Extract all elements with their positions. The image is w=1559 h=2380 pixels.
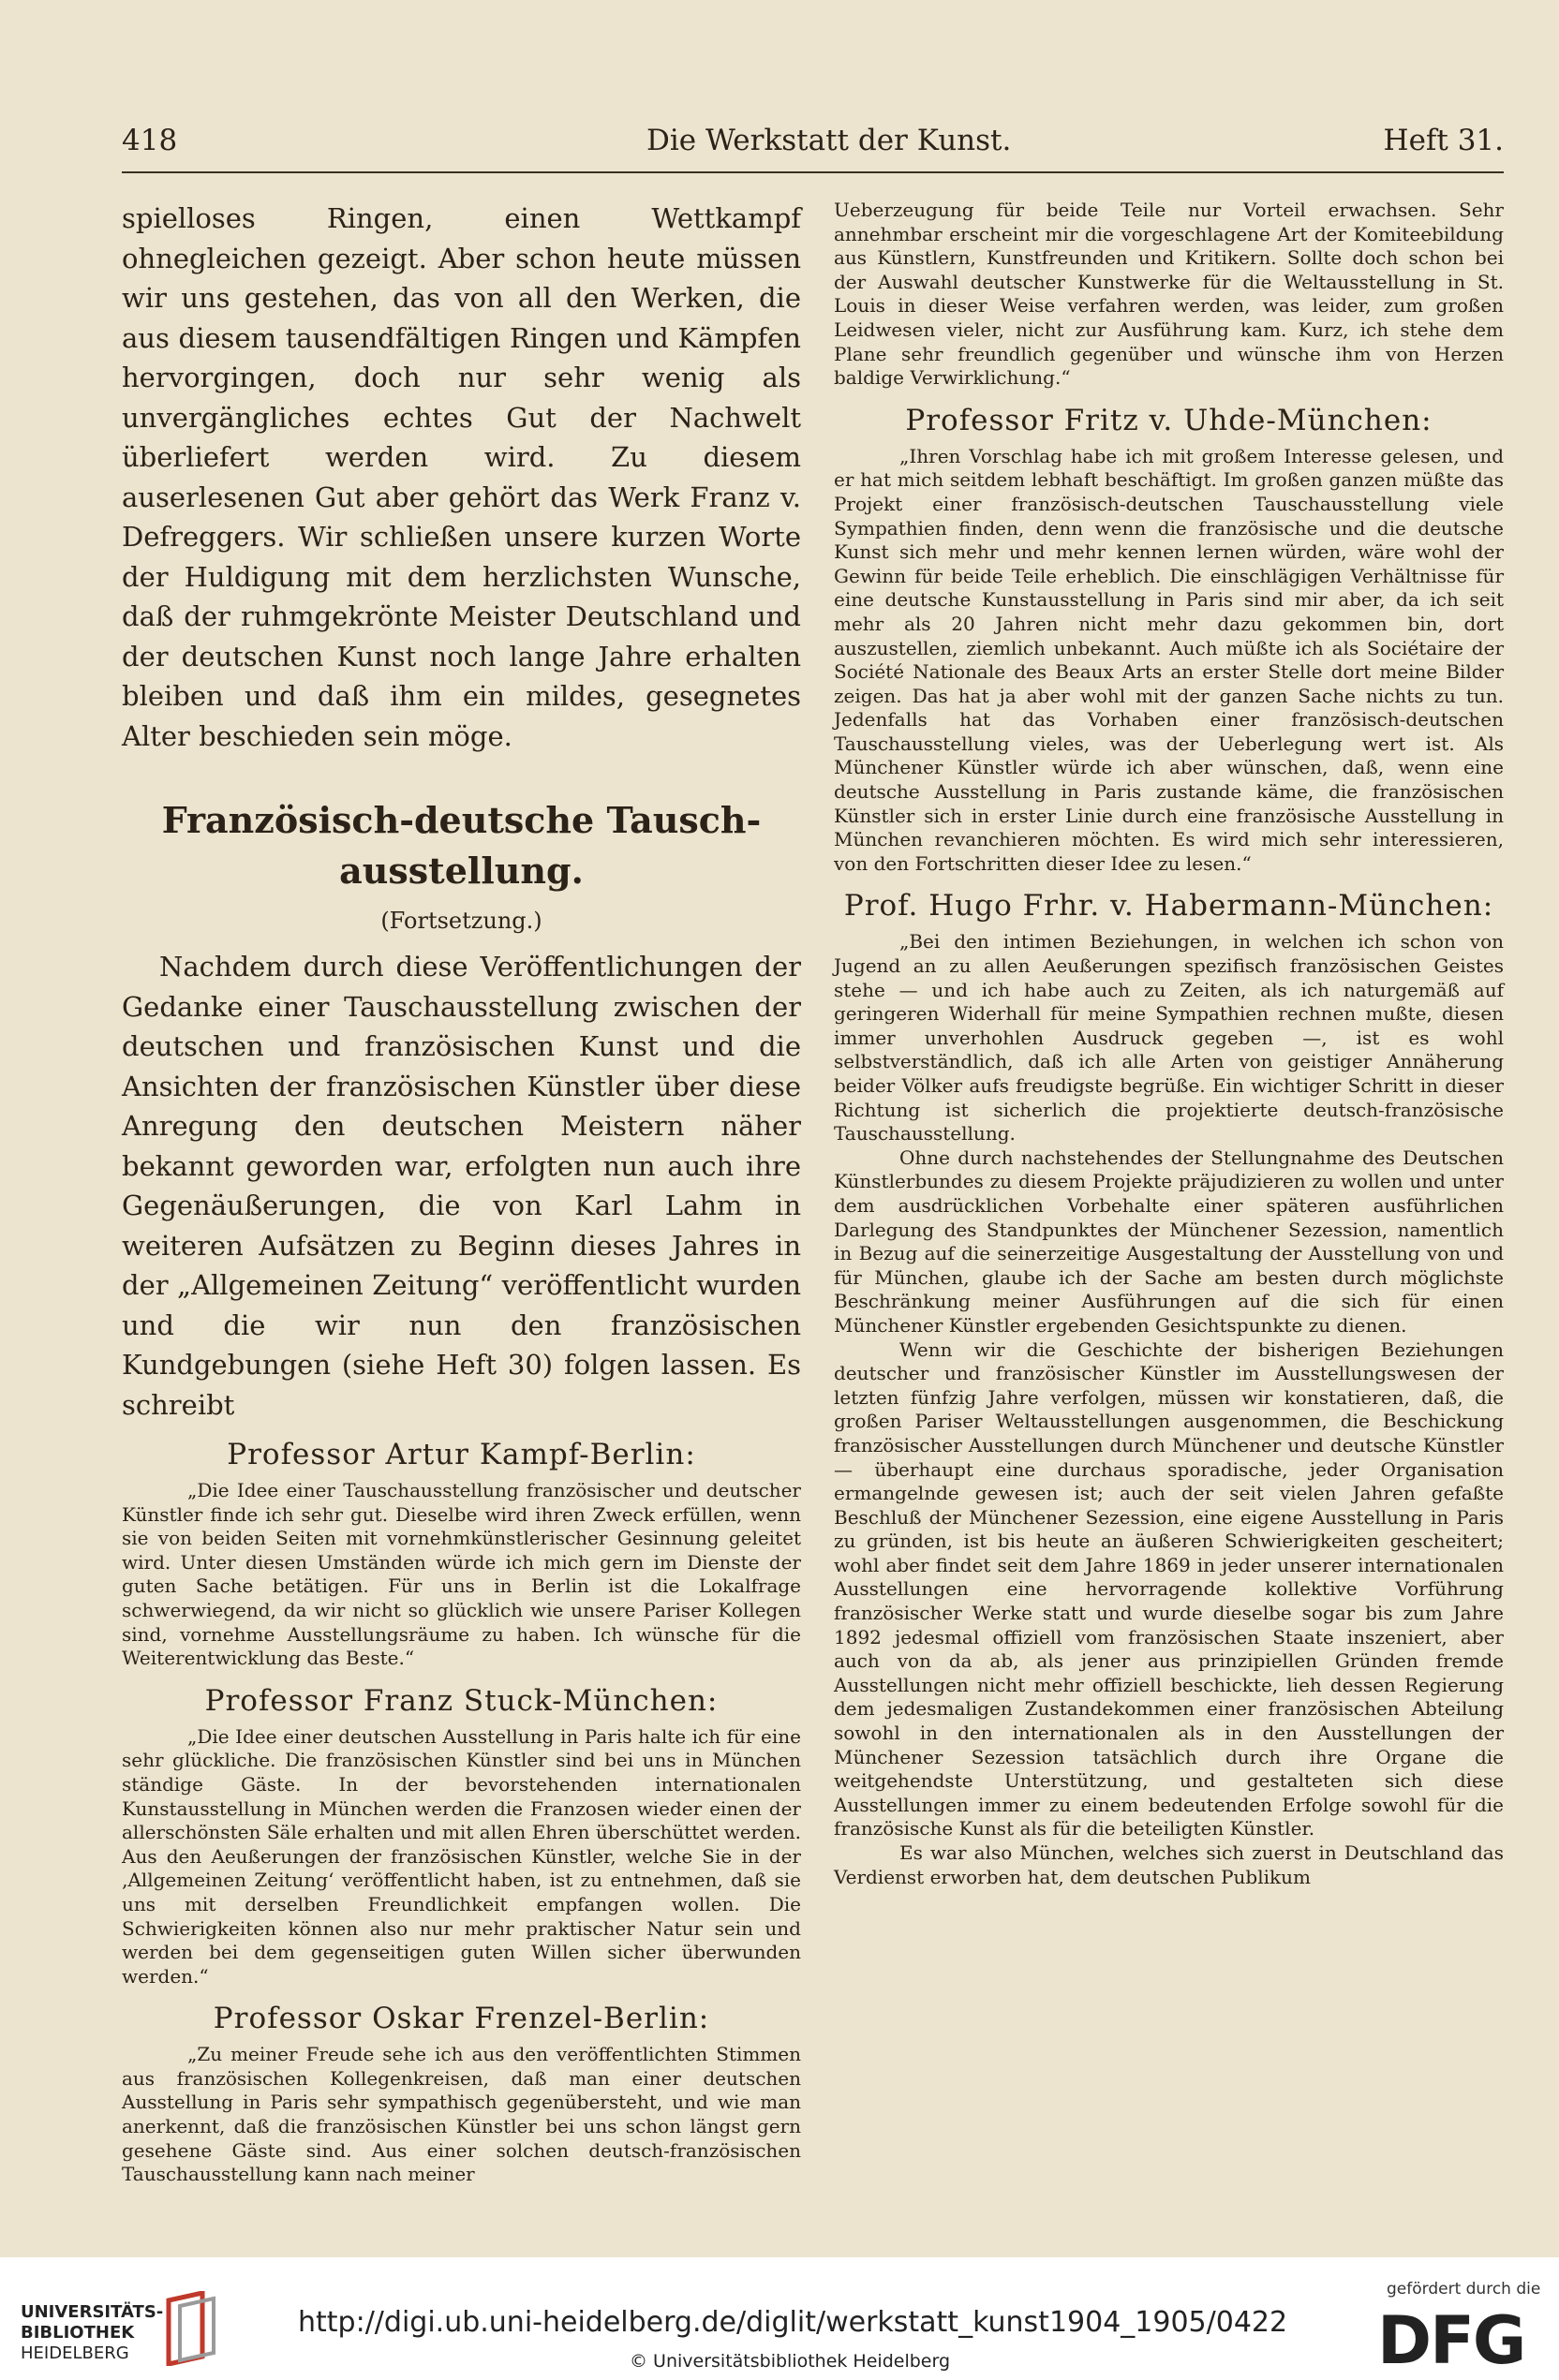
copyright-notice: © Universitätsbibliothek Heidelberg	[630, 2351, 951, 2372]
continued-quote-frenzel: Ueberzeugung für beide Teile nur Vorteil erwachsen. Sehr annehmbar erscheint mir die vorgeschlagene Art der Komiteebildung aus Künstlern, Kunstfreunden und Kritikern. Sollte doch schon bei der Auswahl deutscher Kunstwerke für die Weltausstellung in St. Louis in dieser Weise verfahren werden, was leider, zum großen Leidwesen vieler, nicht zur Ausführung kam. Kurz, ich stehe dem Plane sehr freundlich gegenüber und wünsche ihm von Herzen baldige Verwirklichung.“	[834, 199, 1504, 390]
section-heading-line1: Französisch-deutsche Tausch-	[161, 799, 762, 841]
quote-habermann-3: Wenn wir die Geschichte der bisherigen Beziehungen deutscher und französischer Künstler im Ausstellungswesen der letzten fünfzig Jahre verfolgen, müssen wir konstatieren, daß, die großen Pariser Weltausstellungen ausgenommen, die Beschickung französischer Ausstellungen durch Münchener und deutsche Künstler — überhaupt eine durchaus sporadische, jeder Organisation ermangelnde gewesen ist; auch der seit vielen Jahren gefaßte Beschluß der Münchener Sezession, eine eigene Ausstellung in Paris zu gründen, ist bis heute an äußeren Schwierigkeiten gescheitert; wohl aber findet seit dem Jahre 1869 in jeder unserer internationalen Ausstellungen eine hervorragende kollektive Vorführung französischer Werke statt und wurde dieselbe sogar bis zum Jahre 1892 jedesmal offiziell vom französischen Staate inszeniert, aber auch von da ab, als jener aus prinzipiellen Gründen fremde Ausstellungen nicht mehr offiziell beschickte, lieh dessen Regierung dem jedesmaligen Zustandekommen einer französischen Abteilung sowohl in den internationalen als in den Ausstellungen der Münchener Sezession tatsächlich durch ihre Organe die weitgehendste Unterstützung, und gestalteten sich diese Ausstellungen immer zu einem bedeutenden Erfolge sowohl für die französische Kunst als für die beteiligten Künstler.	[834, 1338, 1504, 1840]
quote-habermann-1: „Bei den intimen Beziehungen, in welchen ich schon von Jugend an zu allen Aeußerungen spezifisch französischen Geistes stehe — und ich habe auch zu Zeiten, als ich naturgemäß auf geringeren Widerhall für meine Sympathien rechnen mußte, diesen immer unverhohlen Ausdruck gegeben —, ist es wohl selbstverständlich, daß ich alle Arten von geistiger Annäherung beider Völker aufs freudigste begrüße. Ein wichtiger Schritt in dieser Richtung ist sicherlich die projektierte deutsch-französische Tauschausstellung.	[834, 930, 1504, 1146]
journal-title: Die Werkstatt der Kunst.	[646, 124, 1012, 157]
header-rule	[122, 171, 1504, 173]
section-heading	[122, 795, 801, 896]
dfg-logo: DFG	[1377, 2302, 1525, 2379]
page-header	[122, 124, 1504, 167]
funding-caption: gefördert durch die	[1387, 2280, 1541, 2299]
signature-kampf: Professor Artur Kampf-Berlin:	[227, 1438, 696, 1471]
permalink-url[interactable]: http://digi.ub.uni-heidelberg.de/diglit/werkstatt_kunst1904_1905/0422	[298, 2306, 1288, 2339]
quote-habermann-2: Ohne durch nachstehendes der Stellungnahme des Deutschen Künstlerbundes zu diesem Projekte präjudizieren zu wollen und unter dem ausdrücklichen Vorbehalte einer späteren ausführlichen Darlegung des Standpunktes der Münchener Sezession, namentlich in Bezug auf die seinerzeitige Ausgestaltung der Ausstellung von und für München, glaube ich der Sache am besten durch möglichste Beschränkung meiner Ausführungen auf die sich für einen Münchener Künstler ergebenden Gesichtspunkte zu dienen.	[834, 1146, 1504, 1337]
quote-uhde: „Ihren Vorschlag habe ich mit großem Interesse gelesen, und er hat mich seitdem lebhaft beschäftigt. Im großen ganzen müßte das Projekt einer französisch-deutschen Tauschausstellung viele Sympathien finden, denn wenn die französische und die deutsche Kunst sich mehr und mehr kennen lernen würden, wäre wohl der Gewinn für beide Teile erheblich. Die einschlägigen Verhältnisse für eine deutsche Kunstausstellung in Paris sind mir aber, da ich seit mehr als 20 Jahren nicht mehr dazu gekommen bin, dort auszustellen, ziemlich unbekannt. Auch müßte ich als Sociétaire der Société Nationale des Beaux Arts an erster Stelle dort meine Bilder zeigen. Das hat ja aber wohl mit der ganzen Sache nichts zu tun. Jedenfalls hat das Vorhaben einer französisch-deutschen Tauschausstellung vieles, was der Ueberlegung wert ist. Als Münchener Künstler würde ich aber wünschen, daß, wenn eine deutsche Ausstellung in Paris zustande käme, die französischen Künstler sich in erster Linie durch eine französische Ausstellung in München revanchieren möchten. Es wird mich sehr interessieren, von den Fortschritten dieser Idee zu lesen.“	[834, 444, 1504, 875]
intro-paragraph: spielloses Ringen, einen Wettkampf ohnegleichen gezeigt. Aber schon heute müssen wir uns gestehen, das von all den Werken, die aus diesem tausendfältigen Ringen und Kämpfen hervorgingen, doch nur sehr wenig als unvergängliches echtes Gut der Nachwelt überliefert werden wird. Zu diesem auserlesenen Gut aber gehört das Werk Franz v. Defreggers. Wir schließen unsere kurzen Worte der Huldigung mit dem herzlichsten Wunsche, daß der ruhmgekrönte Meister Deutschland und der deutschen Kunst noch lange Jahre erhalten bleiben und daß ihm ein mildes, gesegnetes Alter beschieden sein möge.	[122, 202, 801, 752]
continued-note: (Fortsetzung.)	[380, 908, 542, 934]
quote-habermann-4: Es war also München, welches sich zuerst in Deutschland das Verdienst erworben hat, dem deutschen Publikum	[834, 1841, 1504, 1888]
left-column	[122, 199, 801, 2187]
quote-frenzel: „Zu meiner Freude sehe ich aus den veröffentlichten Stimmen aus französischen Kollegenkreisen, daß man einer deutschen Ausstellung in Paris sehr sympathisch gegenübersteht, und wie man anerkennt, daß die französischen Künstler bei uns schon längst gern gesehene Gäste sind. Aus einer solchen deutsch-französischen Tauschausstellung kann nach meiner	[122, 2043, 801, 2186]
library-logo-icon	[161, 2291, 219, 2366]
section-heading-line2: ausstellung.	[339, 850, 584, 892]
viewer-footer	[0, 2257, 1559, 2380]
signature-frenzel: Professor Oskar Frenzel-Berlin:	[213, 2002, 710, 2036]
library-name-line3: HEIDELBERG	[21, 2343, 129, 2363]
signature-uhde: Professor Fritz v. Uhde-München:	[905, 403, 1433, 437]
library-name-line1: UNIVERSITÄTS-	[21, 2302, 164, 2322]
signature-habermann: Prof. Hugo Frhr. v. Habermann-München:	[843, 889, 1494, 924]
right-column	[834, 199, 1504, 1889]
quote-kampf: „Die Idee einer Tauschausstellung französischer und deutscher Künstler finde ich sehr gut. Dieselbe wird ihren Zweck erfüllen, wenn sie von beiden Seiten mit vornehmkünstlerischer Gesinnung geleitet wird. Unter diesen Umständen würde ich mich gern im Dienste der guten Sache betätigen. Für uns in Berlin ist die Lokalfrage schwerwiegend, da wir nicht so glücklich wie unsere Pariser Kollegen sind, vornehme Ausstellungsräume zu haben. Ich wünsche für die Weiterentwicklung das Beste.“	[122, 1479, 801, 1670]
library-name-line2: BIBLIOTHEK	[21, 2323, 135, 2343]
signature-stuck: Professor Franz Stuck-München:	[204, 1683, 719, 1718]
page-number: 418	[122, 124, 178, 157]
quote-stuck: „Die Idee einer deutschen Ausstellung in Paris halte ich für eine sehr glückliche. Die französischen Künstler sind bei uns in München ständige Gäste. In der bevorstehenden internationalen Kunstausstellung in München werden die Franzosen wieder einen der allerschönsten Säle erhalten und mit allen Ehren überschüttet werden. Aus den Aeußerungen der französischen Künstler, welche Sie in der ‚Allgemeinen Zeitung‘ veröffentlicht haben, ist zu entnehmen, daß sie uns mit derselben Freundlichkeit empfangen wollen. Die Schwierigkeiten können also nur mehr praktischer Natur sein und werden bei dem gegenseitigen guten Willen sicher überwunden werden.“	[122, 1724, 801, 1988]
issue-number: Heft 31.	[1383, 124, 1504, 157]
library-logo-text	[21, 2302, 163, 2364]
body-paragraph: Nachdem durch diese Veröffentlichungen der Gedanke einer Tauschausstellung zwischen der deutschen und französischen Kunst und die Ansichten der französischen Künstler über diese Anregung den deutschen Meistern näher bekannt geworden war, erfolgten nun auch ihre Gegenäußerungen, die von Karl Lahm in weiteren Aufsätzen zu Beginn dieses Jahres in der „Allgemeinen Zeitung“ veröffentlicht wurden und die wir nun den französischen Kundgebungen (siehe Heft 30) folgen lassen. Es schreibt	[122, 951, 801, 1421]
